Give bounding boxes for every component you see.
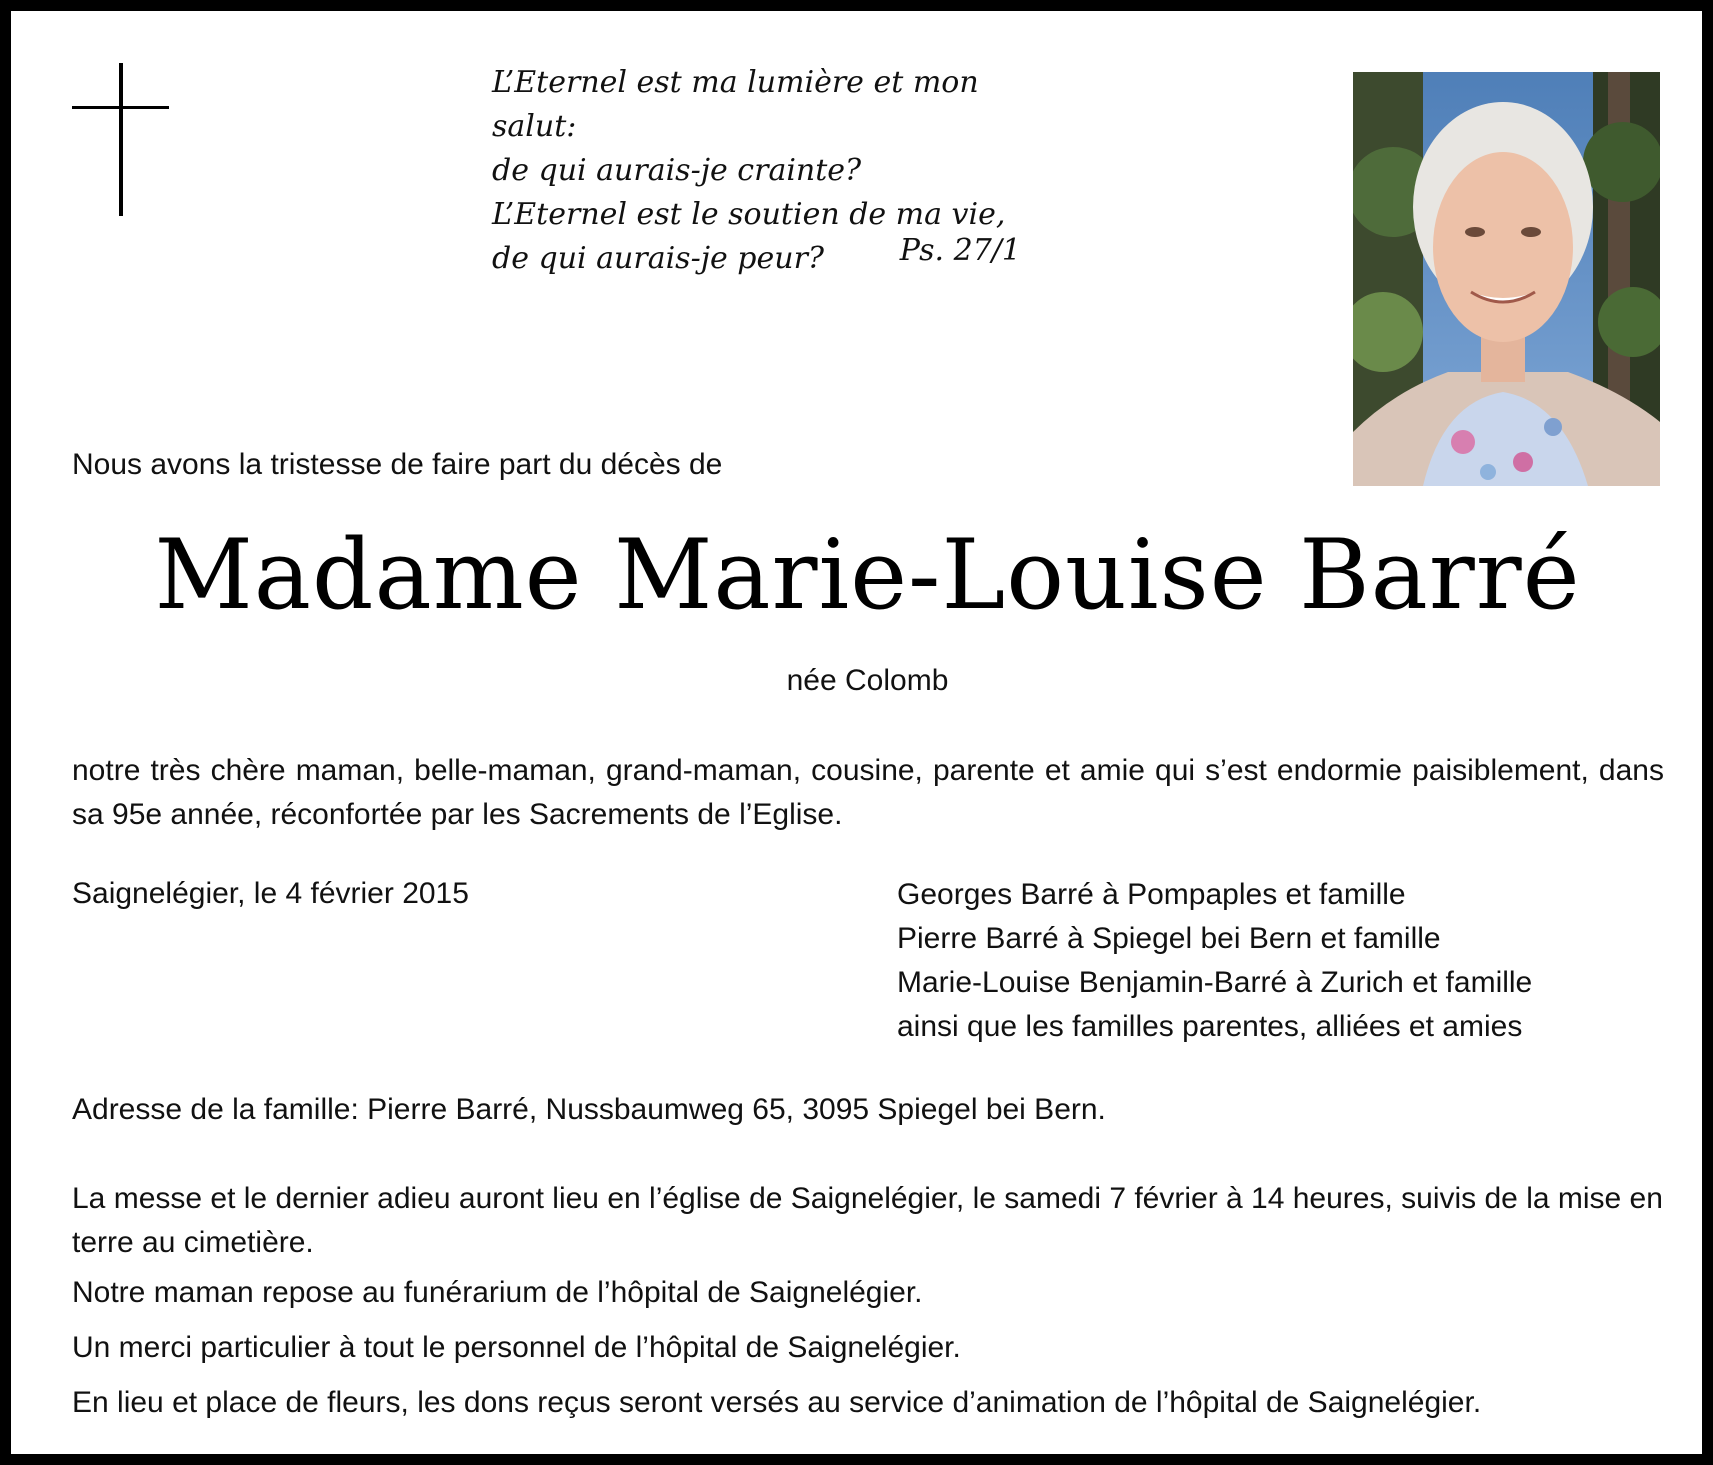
signatory-line: ainsi que les familles parentes, alliées et amies [897,1010,1523,1043]
deceased-name: Madame Marie-Louise Barré [154,519,1581,631]
signatory-line: Pierre Barré à Spiegel bei Bern et famille [897,922,1441,955]
verse-line: L’Eternel est le soutien de ma vie, [492,197,1006,232]
maiden-name: née Colomb [786,664,949,697]
note-line: Notre maman repose au funérarium de l’hôpital de Saignelégier. [72,1276,923,1309]
verse-reference: Ps. 27/1 [899,233,1021,268]
verse-line: de qui aurais-je peur? [492,241,825,276]
place-date: Saignelégier, le 4 février 2015 [72,877,469,910]
announcement-intro: Nous avons la tristesse de faire part du décès de [72,448,723,481]
signatory-line: Georges Barré à Pompaples et famille [897,878,1406,911]
verse-line: de qui aurais-je crainte? [492,153,862,188]
signatory-line: Marie-Louise Benjamin-Barré à Zurich et famille [897,966,1533,999]
note-line: En lieu et place de fleurs, les dons reçus seront versés au service d’animation de l’hôpital de Saignelégier. [72,1386,1482,1419]
note-line: Un merci particulier à tout le personnel de l’hôpital de Saignelégier. [72,1331,961,1364]
portrait-photo [1353,72,1660,486]
signatories [897,873,1667,1049]
service-details: La messe et le dernier adieu auront lieu en l’église de Saignelégier, le samedi 7 février à 14 heures, suivis de la mise en terre au cimetière. [72,1182,1663,1259]
announcement-paragraph: notre très chère maman, belle-maman, grand-maman, cousine, parente et amie qui s’est endormie paisiblement, dans sa 95e année, réconfortée par les Sacrements de l’Eglise. [72,754,1664,831]
verse-line: L’Eternel est ma lumière et mon salut: [492,65,979,144]
family-address: Adresse de la famille: Pierre Barré, Nussbaumweg 65, 3095 Spiegel bei Bern. [72,1093,1106,1126]
